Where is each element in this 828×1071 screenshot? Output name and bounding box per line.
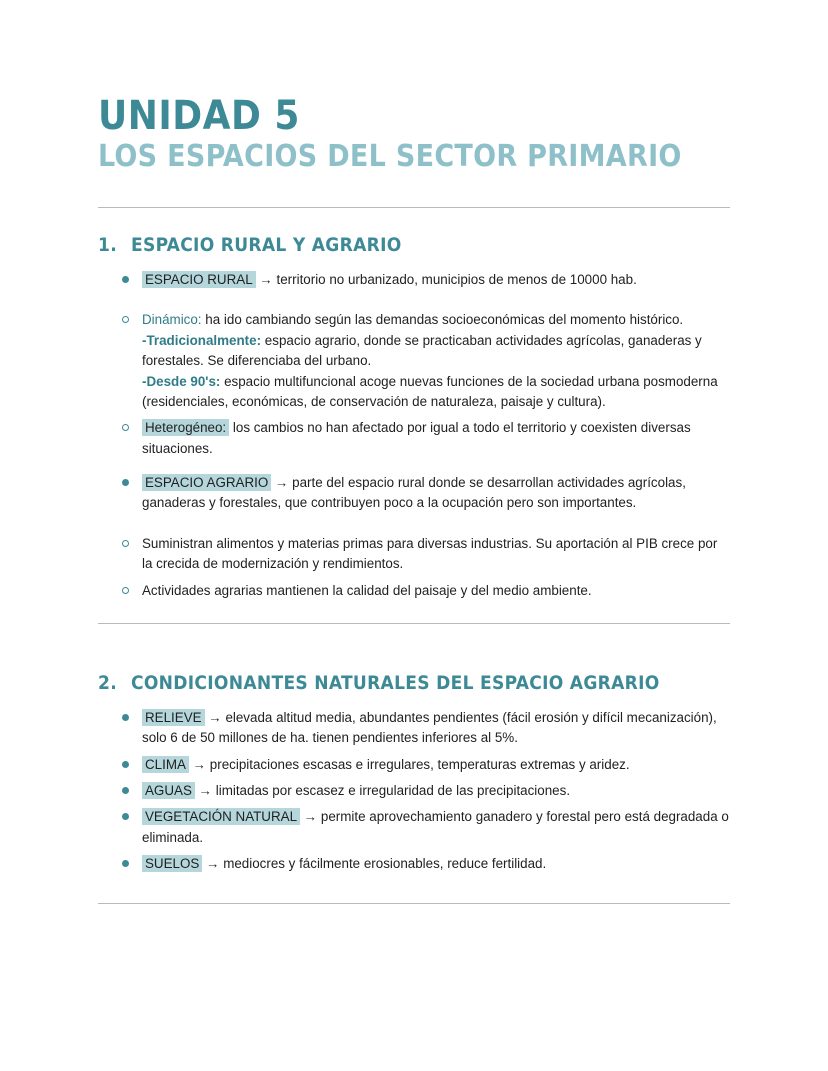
bullet-icon: [122, 860, 129, 867]
section-1-heading: ESPACIO RURAL Y AGRARIO: [131, 234, 402, 256]
arrow-icon: →: [275, 475, 289, 490]
arrow-icon: →: [208, 709, 222, 725]
list-item: [98, 473, 730, 514]
item-label: Heterogéneo:: [142, 419, 229, 436]
bullet-icon: [122, 316, 129, 323]
list-item: [98, 310, 730, 412]
bullet-icon: [122, 424, 129, 431]
page-subtitle: LOS ESPACIOS DEL SECTOR PRIMARIO: [98, 139, 682, 174]
item-subline-text: espacio agrario, donde se practicaban actividades agrícolas, ganaderas y forestales. Se diferenciaba del urbano.: [142, 332, 702, 369]
list-item: [98, 781, 730, 801]
spacer: [98, 646, 730, 672]
item-text: parte del espacio rural donde se desarrollan actividades agrícolas, ganaderas y forestales, que contribuyen poco a la ocupación pero son importantes.: [142, 475, 686, 511]
term-highlight: RELIEVE: [142, 709, 205, 726]
term-highlight: AGUAS: [142, 782, 195, 799]
page-title: UNIDAD 5: [98, 93, 300, 139]
item-text: elevada altitud media, abundantes pendientes (fácil erosión y difícil mecanización), solo 6 de 50 millones de ha. tienen pendientes inferiores al 5%.: [142, 709, 717, 746]
list-item: [98, 854, 730, 874]
item-subline-label: -Desde 90's:: [142, 373, 221, 389]
item-subline: [142, 331, 730, 372]
term-highlight: VEGETACIÓN NATURAL: [142, 808, 300, 825]
item-subline-label: -Tradicionalmente:: [142, 332, 262, 348]
item-subline-text: espacio multifuncional acoge nuevas funciones de la sociedad urbana posmoderna (residenciales, económicas, de conservación de naturaleza, paisaje y cultura).: [142, 373, 718, 409]
bullet-icon: [122, 813, 129, 820]
arrow-icon: →: [192, 756, 207, 772]
term-highlight: ESPACIO RURAL: [142, 271, 256, 288]
bullet-icon: [122, 761, 129, 768]
divider-bottom: [98, 903, 730, 904]
list-item: [98, 755, 730, 775]
spacer: [98, 526, 730, 534]
arrow-icon: →: [259, 272, 273, 287]
list-item: [98, 270, 730, 290]
arrow-icon: →: [198, 783, 213, 798]
item-text: Suministran alimentos y materias primas para diversas industrias. Su aportación al PIB crece por la crecida de modernización y rendimientos.: [142, 535, 718, 572]
list-item: [98, 581, 730, 601]
divider-top: [98, 207, 730, 208]
item-text: territorio no urbanizado, municipios de menos de 10000 hab.: [276, 272, 637, 287]
section-1-title: [98, 234, 730, 256]
item-text: los cambios no han afectado por igual a todo el territorio y coexisten diversas situaciones.: [142, 420, 691, 456]
section-2-title: [98, 672, 730, 694]
list-item: [98, 418, 730, 459]
item-text: precipitaciones escasas e irregulares, temperaturas extremas y aridez.: [209, 756, 630, 772]
section-2-list: [98, 708, 730, 875]
list-item: [98, 708, 730, 749]
spacer: [98, 465, 730, 473]
bullet-icon: [122, 587, 129, 594]
section-2-heading: CONDICIONANTES NATURALES DEL ESPACIO AGRARIO: [131, 671, 660, 694]
bullet-icon: [122, 540, 129, 547]
spacer: [98, 302, 730, 310]
arrow-icon: →: [303, 809, 318, 825]
bullet-icon: [122, 479, 129, 486]
item-text: ha ido cambiando según las demandas socioeconómicas del momento histórico.: [205, 312, 684, 328]
term-highlight: ESPACIO AGRARIO: [142, 474, 271, 491]
list-item: [98, 534, 730, 575]
item-text: Actividades agrarias mantienen la calidad del paisaje y del medio ambiente.: [142, 582, 592, 598]
term-highlight: CLIMA: [142, 756, 189, 773]
list-item: [98, 807, 730, 848]
bullet-icon: [122, 714, 129, 721]
divider-middle: [98, 623, 730, 624]
section-2-number: 2.: [98, 671, 117, 694]
bullet-icon: [122, 276, 129, 283]
item-label: Dinámico:: [142, 312, 202, 328]
section-1-number: 1.: [98, 234, 117, 256]
term-highlight: SUELOS: [142, 855, 202, 872]
item-subline: [142, 372, 730, 413]
section-1-list: [98, 270, 730, 601]
bullet-icon: [122, 787, 129, 794]
item-text: permite aprovechamiento ganadero y forestal pero está degradada o eliminada.: [142, 809, 729, 845]
arrow-icon: →: [206, 856, 220, 872]
item-text: mediocres y fácilmente erosionables, reduce fertilidad.: [223, 856, 547, 872]
item-text: limitadas por escasez e irregularidad de las precipitaciones.: [215, 783, 571, 798]
